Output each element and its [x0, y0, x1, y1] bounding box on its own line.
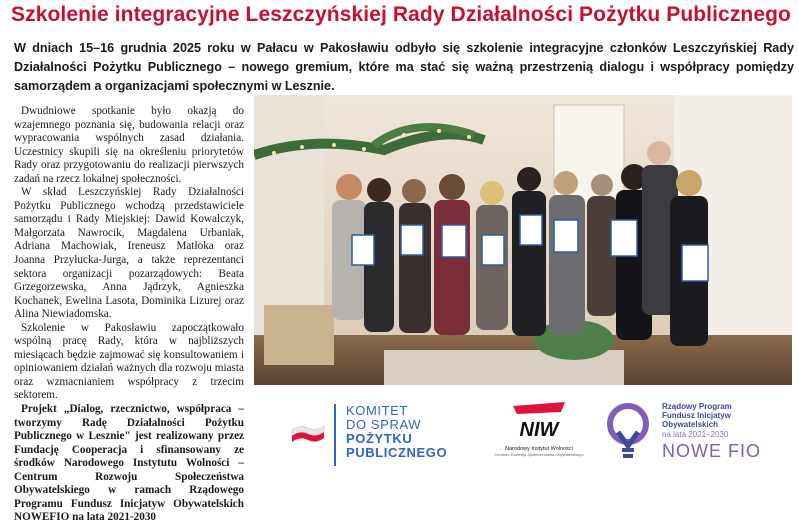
body-paragraph: Szkolenie w Pakosławiu zapoczątkowało wspólną pracę Rady, która w najbliższych miesiącach będzie zajmować się konsultowaniem i opiniowaniem działań ważnych dla rozwoju miasta oraz wzmacnianiem współpracy z trzecim sektorem.: [14, 321, 244, 402]
issue-code: [0, 420, 14, 480]
niw-logo: [494, 400, 584, 457]
nowe-fio-logo: [604, 402, 789, 469]
komitet-line: PUBLICZNEGO: [346, 445, 448, 460]
funding-note: Projekt „Dialog, rzecznictwo, współpraca – tworzymy Radę Działalności Pożytku Publicznego w Lesznie" jest realizowany przez Fundację Cooperacja i sfinansowany ze środków Narodowego Instytutu Wolności – Centrum Rozwoju Społeczeństwa Obywatelskiego w ramach Rządowego Programu Fundusz Inicjatyw Obywatelskich NOWEFIO na lata 2021-2030: [14, 403, 244, 524]
group-photo: [254, 95, 792, 385]
komitet-line: DO SPRAW: [346, 417, 422, 432]
article-body: [14, 105, 244, 525]
article-lead: W dniach 15–16 grudnia 2025 roku w Pałacu w Pakosławiu odbyło się szkolenie integracyjne członków Leszczyńskiej Rady Działalności Pożytku Publicznego – nowego gremium, które ma stać się ważną przestrzenią dialogu i współpracy pomiędzy samorządem a organizacjami społecznymi w Lesznie.: [14, 41, 794, 93]
komitet-logo: [334, 404, 447, 466]
body-paragraph: W skład Leszczyńskiej Rady Działalności Pożytku Publicznego wchodzą przedstawiciele samorządu i Rady Miejskiej: Dawid Kowalczyk, Małgorzata Nawrocik, Magdalena Urbaniak, Adriana Machowiak, Ireneusz Matłoka oraz Joanna Przyłucka-Jurga, a także reprezentanci sektora organizacji pozarządowych: Beata Grzegorzewska, Anna Jądrzyk, Agnieszka Kochanek, Ewelina Lasota, Dominika Lizurej oraz Alina Niewiadomska.: [14, 186, 244, 321]
fio-line: Rządowy Program: [662, 402, 732, 411]
komitet-line: KOMITET: [346, 403, 408, 418]
group-photo-illustration: [254, 95, 792, 385]
fio-years: na lata 2021–2030: [662, 430, 729, 439]
sponsor-logos: [254, 392, 792, 492]
fio-name: NOWE FIO: [662, 441, 761, 461]
nowe-fio-text: [662, 402, 792, 462]
lightbulb-icon: [604, 402, 656, 464]
article-title: Szkolenie integracyjne Leszczyńskiej Rady Działalności Pożytku Publicznego: [11, 3, 791, 26]
niw-subname: Centrum Rozwoju Społeczeństwa Obywatelskiego: [494, 452, 584, 457]
niw-mark-text: NIW: [519, 419, 559, 440]
niw-mark-icon: [509, 400, 569, 440]
body-paragraph: Dwudniowe spotkanie było okazją do wzajemnego poznania się, budowania relacji oraz wypracowania wspólnych zasad działania. Uczestnicy skupili się na określeniu priorytetów Rady oraz przygotowaniu do realizacji pierwszych zadań na rzecz lokalnej społeczności.: [14, 105, 244, 185]
polish-flag-icon: [290, 422, 326, 444]
fio-line: Obywatelskich: [662, 420, 719, 429]
komitet-line: POŻYTKU: [346, 431, 413, 446]
niw-name: Narodowy Instytut Wolności: [505, 446, 573, 452]
fio-line: Fundusz Inicjatyw: [662, 411, 731, 420]
